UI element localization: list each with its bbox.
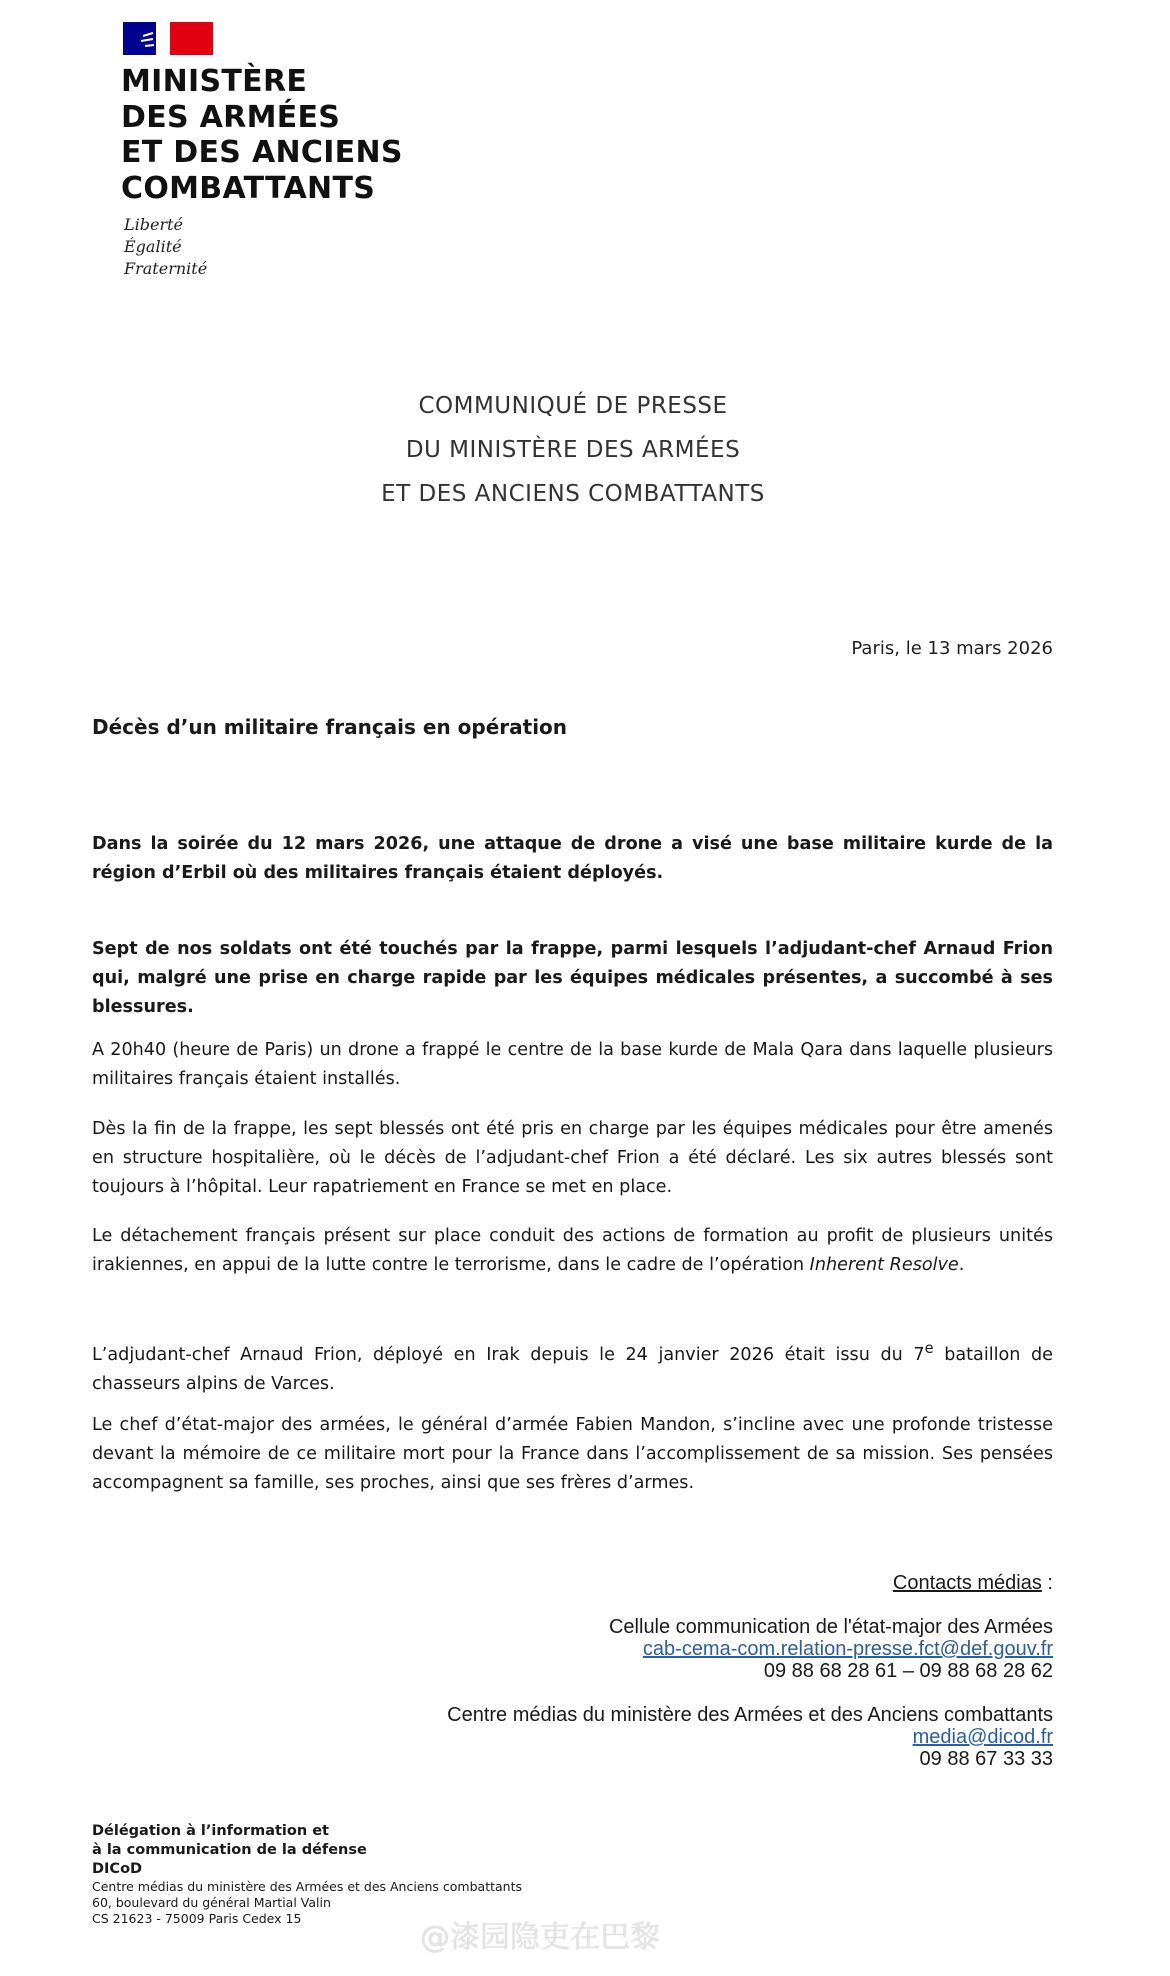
title-line: DU MINISTÈRE DES ARMÉES <box>405 437 741 463</box>
marianne-flag-logo <box>123 22 213 55</box>
body-paragraph <box>92 1334 1053 1399</box>
contacts-title-text: Contacts médias <box>892 1572 1042 1594</box>
body-paragraph: Le chef d’état-major des armées, le général d’armée Fabien Mandon, s’incline avec une profonde tristesse devant la mémoire de ce militaire mort pour la France dans l’accomplissement de sa mission. Ses pensées accompagnent sa famille, ses proches, ainsi que ses frères d’armes. <box>92 1415 1053 1493</box>
contact-name: Centre médias du ministère des Armées et des Anciens combattants <box>447 1704 1053 1726</box>
footer-address: Centre médias du ministère des Armées et des Anciens combattants <box>92 1879 523 1894</box>
text: L’adjudant-chef Arnaud Frion, déployé en Irak depuis le 24 janvier 2026 était issu du 7 <box>92 1344 925 1365</box>
ministry-line: DES ARMÉES <box>121 99 341 135</box>
contact-email-link[interactable]: media@dicod.fr <box>912 1726 1053 1748</box>
headline: Décès d’un militaire français en opération <box>92 715 568 739</box>
body-paragraph <box>92 1222 1053 1280</box>
lead-paragraph: Dans la soirée du 12 mars 2026, une attaque de drone a visé une base militaire kurde de la région d’Erbil où des militaires français étaient déployés. <box>92 834 1053 883</box>
text: bataillon de chasseurs alpins de Varces. <box>92 1344 1053 1394</box>
footer-org: DICoD <box>92 1861 143 1877</box>
lead-paragraph: Sept de nos soldats ont été touchés par la frappe, parmi lesquels l’adjudant-chef Arnaud Frion qui, malgré une prise en charge rapide par les équipes médicales présentes, a succombé à ses blessures. <box>92 939 1053 1017</box>
date-line: Paris, le 13 mars 2026 <box>851 638 1053 659</box>
contact-phone: 09 88 67 33 33 <box>919 1748 1053 1770</box>
contact-phone: 09 88 68 28 61 – 09 88 68 28 62 <box>763 1660 1053 1682</box>
contacts-title <box>253 1572 1053 1594</box>
document-title <box>0 384 1146 516</box>
ministry-line: ET DES ANCIENS <box>121 135 403 170</box>
motto-line: Égalité <box>124 237 182 256</box>
body-paragraph: A 20h40 (heure de Paris) un drone a frappé le centre de la base kurde de Mala Qara dans laquelle plusieurs militaires français étaient installés. <box>92 1040 1053 1089</box>
superscript: e <box>924 1340 934 1357</box>
ministry-line: COMBATTANTS <box>121 170 376 206</box>
media-contacts <box>253 1572 1053 1770</box>
weibo-watermark: @漆园隐吏在巴黎 <box>420 1920 660 1955</box>
motto-line: Liberté <box>124 215 183 234</box>
text: . <box>958 1255 965 1275</box>
body-paragraph: Dès la fin de la frappe, les sept blessés ont été pris en charge par les équipes médicales pour être amenés en structure hospitalière, où le décès de l’adjudant-chef Frion a été déclaré. Les six autres blessés sont toujours à l’hôpital. Leur rapatriement en France se met en place. <box>92 1119 1053 1197</box>
footer-address: CS 21623 - 75009 Paris Cedex 15 <box>92 1911 302 1926</box>
motto-line: Fraternité <box>124 259 208 278</box>
title-line: COMMUNIQUÉ DE PRESSE <box>418 393 728 419</box>
ministry-name <box>121 64 403 206</box>
footer-org: à la communication de la défense <box>92 1842 367 1858</box>
republic-motto <box>124 214 207 280</box>
contact-name: Cellule communication de l'état-major des Armées <box>608 1616 1053 1638</box>
ministry-line: MINISTÈRE <box>121 64 308 99</box>
colon: : <box>1041 1572 1053 1594</box>
text: Le détachement français présent sur place conduit des actions de formation au profit de plusieurs unités irakiennes, en appui de la lutte contre le terrorisme, dans le cadre de l’opération <box>92 1226 1053 1275</box>
footer-address: 60, boulevard du général Martial Valin <box>92 1895 331 1910</box>
title-line: ET DES ANCIENS COMBATTANTS <box>381 481 765 507</box>
operation-name: Inherent Resolve <box>809 1255 959 1275</box>
contact-email-link[interactable]: cab-cema-com.relation-presse.fct@def.gouv.fr <box>642 1638 1053 1660</box>
footer-org: Délégation à l’information et <box>92 1823 329 1839</box>
